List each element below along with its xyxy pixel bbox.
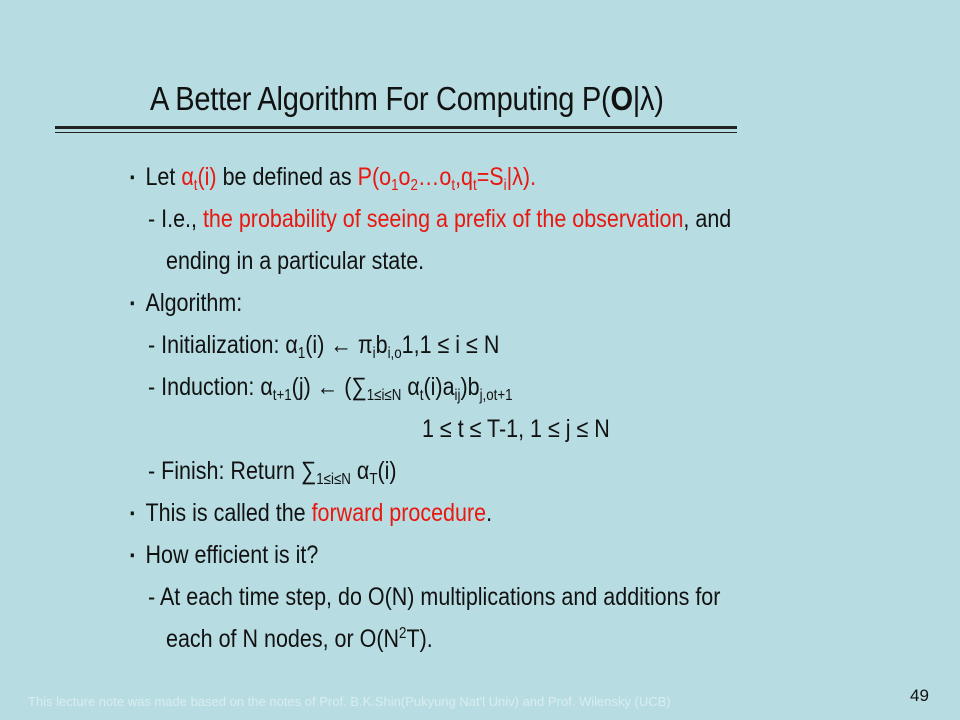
page-number: 49	[910, 686, 929, 705]
line-ie: - I.e., the probability of seeing a prefix of the observation, and	[148, 205, 732, 233]
title-rule-thin	[55, 132, 737, 133]
line-finish: - Finish: Return $\sum_{1\le i\le N}$ $\alpha_T(i)$	[148, 457, 397, 488]
line-ending-state: ending in a particular state.	[166, 247, 425, 275]
line-initialization: - Initialization: $\alpha_1(i)$ ← $\pi_ib_{i,o}1,1 \le i \le N$	[148, 331, 500, 362]
line-how-efficient: ▪ How efficient is it?	[130, 541, 319, 569]
bullet-icon: ▪	[130, 295, 135, 312]
bullet-icon: ▪	[130, 505, 135, 522]
line-forward-procedure: ▪ This is called the forward procedure.	[130, 499, 493, 527]
bullet-icon: ▪	[130, 169, 135, 186]
line-algorithm: ▪ Algorithm:	[130, 289, 243, 317]
slide-title: A Better Algorithm For Computing P(O|λ)	[150, 80, 664, 117]
footer-note: This lecture note was made based on the notes of Prof. B.K.Shin(Pukyung Nat'l Univ) and Prof. Wilensky (UCB)	[28, 694, 671, 709]
title-bold-o: O	[610, 80, 633, 117]
bullet-icon: ▪	[130, 547, 135, 564]
line-induction: - Induction: $\alpha_{t+1}(j)$ ← ($\sum_{1\le i\le N}$ $\alpha_t(i)a_{ij})b_{j,ot+1}$	[148, 373, 513, 404]
line-definition: ▪ Let $\alpha_t(i)$ be defined as $P(o_1o_2\dots o_t,q_t=S_i|\lambda)$.	[130, 163, 537, 194]
line-each-step: - At each time step, do O(N) multiplications and additions for	[148, 583, 721, 611]
line-complexity: each of N nodes, or $O(N^2T)$.	[166, 625, 433, 653]
line-induction-range: 1 ≤ t ≤ T-1, 1 ≤ j ≤ N	[422, 415, 610, 443]
title-rule-thick	[55, 126, 737, 129]
